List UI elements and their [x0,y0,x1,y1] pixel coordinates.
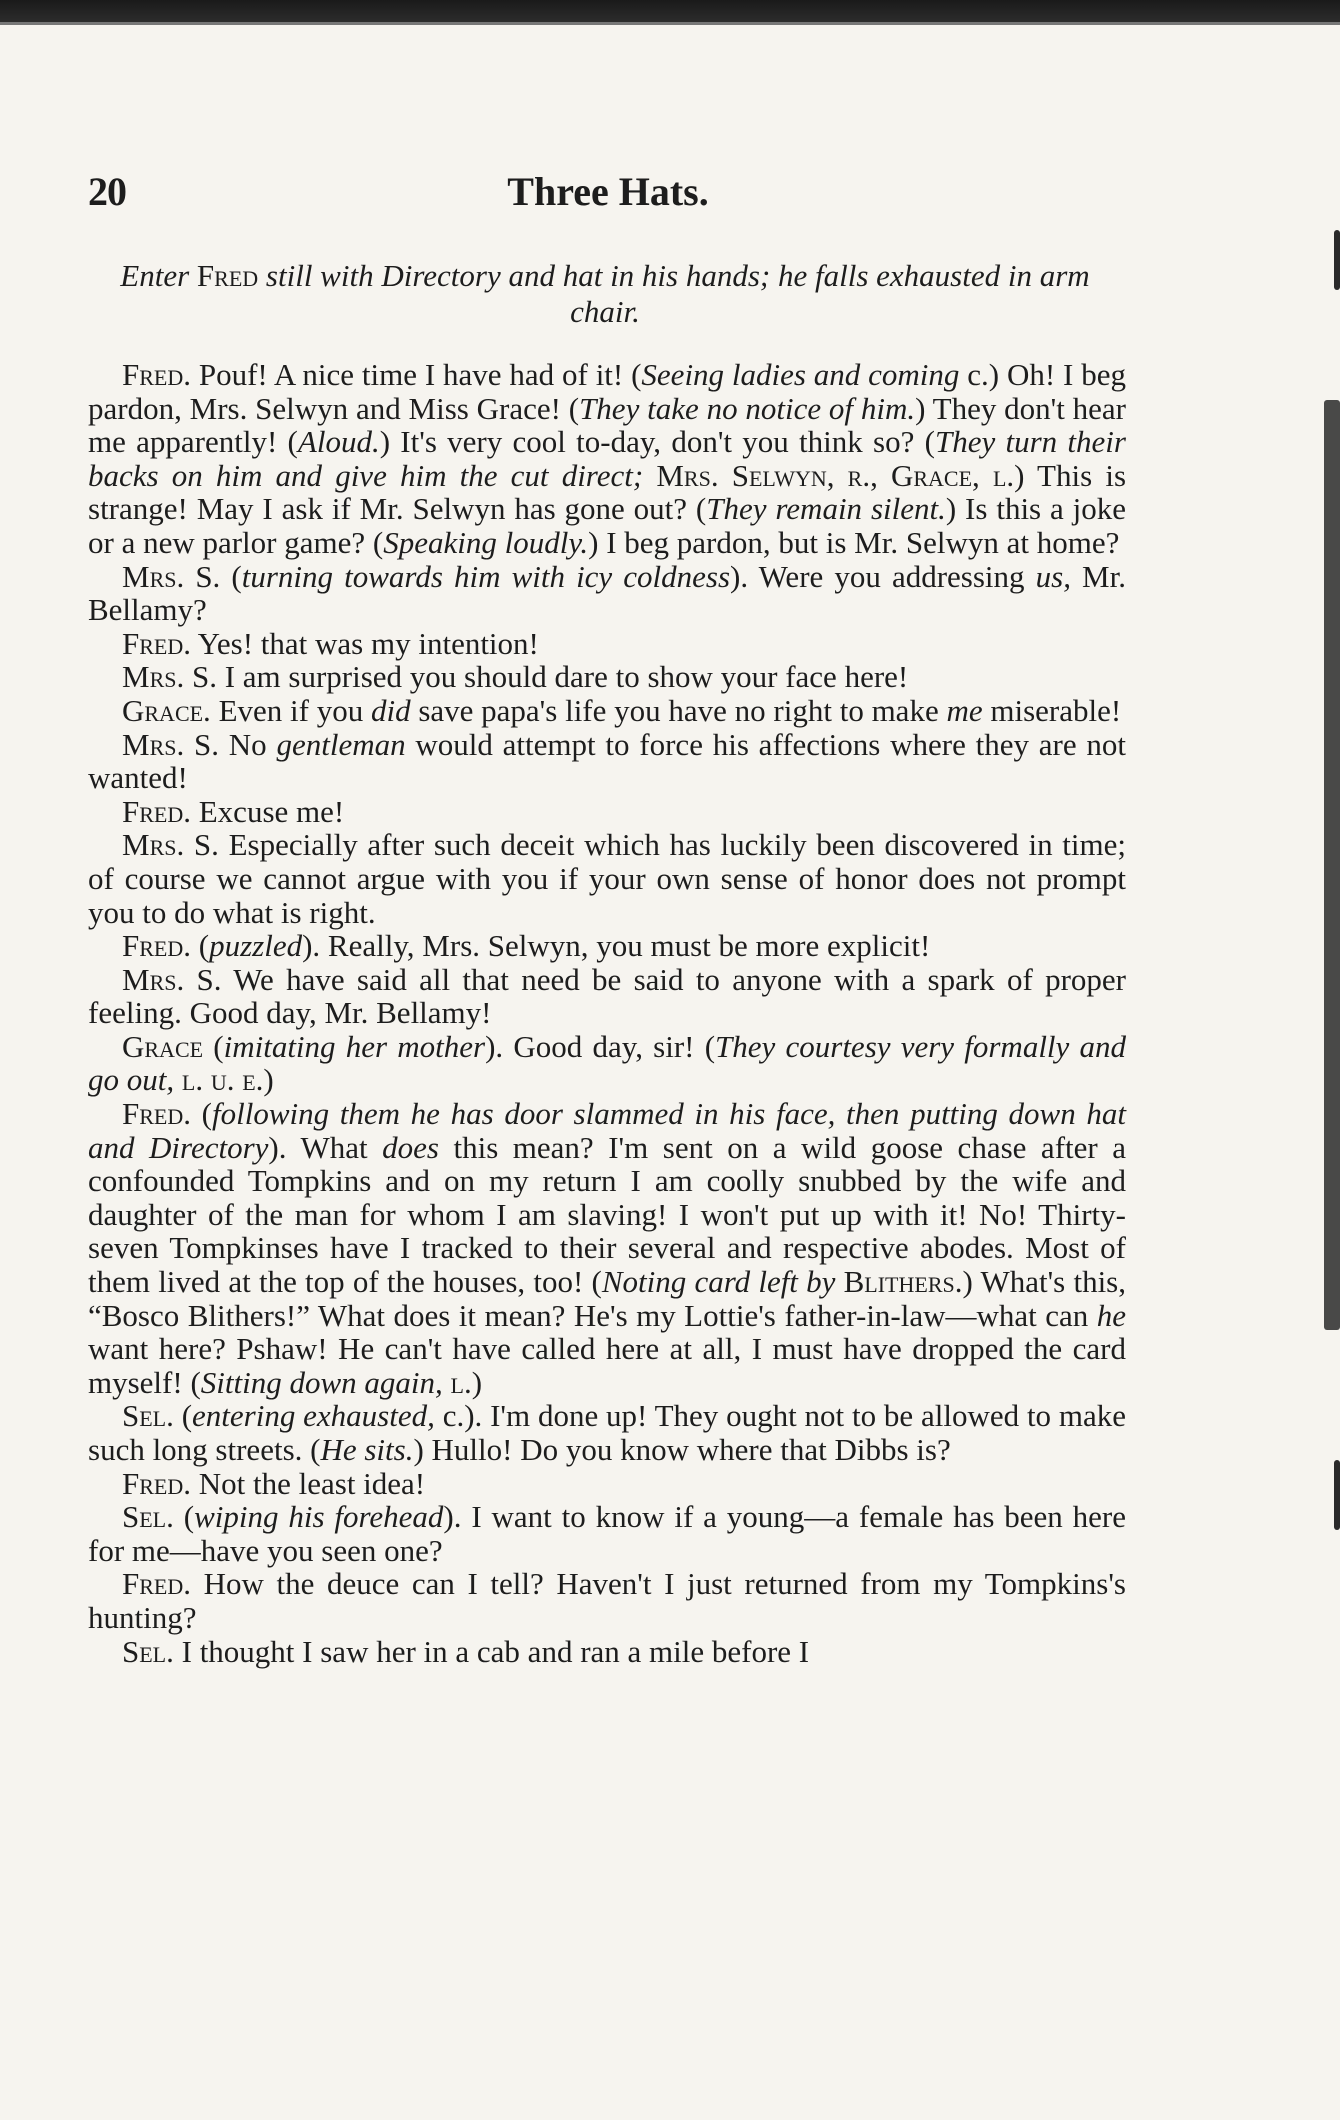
stage-direction-text: They courtesy very formally and go out, [88,1028,1127,1098]
dialogue-text: ( [203,1028,224,1064]
stage-direction-text: They remain silent. [706,491,946,527]
dialogue-paragraph [88,1399,1126,1466]
dialogue-text: this mean? I'm sent on a wild goose chase after a confounded Tompkins and on my return I am coolly snubbed by the wife and daughter of the man for whom I am slaving! I won't put up with it! No! Thirty-seven Tompkinses have I tracked to their several and respective abodes. Most of them lived at the top of the houses, too! ( [88,1129,1126,1300]
speaker-or-direction-caps: Mrs. S. [122,961,222,997]
speaker-or-direction-caps: Sel. [122,1499,174,1535]
dialogue-text: ( [191,1096,212,1132]
top-scan-border-line [0,22,1340,25]
dialogue-text: ) It's very cool to-day, don't you think so? ( [379,424,935,460]
dialogue-paragraph [88,694,1126,728]
speaker-or-direction-caps: Mrs. Selwyn, r., Grace, l. [643,457,1015,493]
dialogue-text: ) This is strange! May I ask if Mr. Selwyn has gone out? ( [88,457,1127,527]
speaker-or-direction-caps: Fred. [122,357,191,392]
stage-direction-text: They take no notice of him. [579,390,916,426]
dialogue-text: We have said all that need be said to anyone with a spark of proper feeling. Good day, Mr. Bellamy! [88,961,1126,1031]
dialogue-text: Mr. Bellamy? [88,558,1126,628]
speaker-or-direction-caps: Sel. [122,1633,174,1669]
speaker-or-direction-caps: Blithers. [835,1264,963,1300]
speaker-or-direction-caps: Fred. [122,1096,191,1132]
stage-direction-text: Aloud. [297,424,380,460]
speaker-or-direction-caps: Grace [122,1028,204,1064]
stage-direction-text: me [946,692,983,728]
stage-heading-character: Fred [196,258,259,293]
dialogue-text: c.). I'm done up! They ought not to be allowed to make such long streets. ( [88,1398,1127,1467]
top-scan-border [0,0,1340,22]
dialogue-text: How the deuce can I tell? Haven't I just returned from my Tompkins's hunting? [88,1566,1126,1635]
dialogue-text: would attempt to force his affections where they are not wanted! [88,726,1127,796]
stage-direction-text: imitating her mother [223,1028,486,1064]
stage-direction-text: Noting card left by [601,1264,836,1300]
dialogue-text: I am surprised you should dare to show your face here! [216,659,909,695]
dialogue-text: ) Is this a joke or a new parlor game? ( [88,491,1127,560]
dialogue-paragraph [88,358,1126,560]
dialogue-paragraph [88,963,1126,1030]
dialogue-text: save papa's life you have no right to make [410,692,947,728]
dialogue-text: Pouf! A nice time I have had of it! ( [191,357,642,392]
stage-direction-text: Speaking loudly. [383,524,589,560]
speaker-or-direction-caps: l. u. e. [174,1062,264,1098]
dialogue-paragraph [88,627,1126,661]
stage-direction-text: us, [1035,558,1071,594]
dialogue-paragraph [88,828,1126,929]
dialogue-text: ). Good day, sir! ( [485,1028,716,1064]
dialogue-text: ). Really, Mrs. Selwyn, you must be more explicit! [302,928,931,964]
speaker-or-direction-caps: Sel. [122,1398,174,1434]
dialogue-paragraph [88,1635,1126,1669]
page-number: 20 [88,169,126,214]
stage-direction-text: he [1096,1297,1126,1333]
speaker-or-direction-caps: Mrs. S. [122,827,219,863]
speaker-or-direction-caps: Mrs. S. [122,558,221,594]
stage-direction-text: following them he has door slammed in his face, then putting down hat and Directory [88,1096,1127,1165]
speaker-or-direction-caps: Mrs. S. [122,726,219,762]
dialogue-text: want here? Pshaw! He can't have called here at all, I must have dropped the card myself! ( [88,1331,1126,1400]
speaker-or-direction-caps: Fred. [122,1465,191,1501]
stage-direction-text: turning towards him with icy coldness [241,558,731,594]
dialogue-text: miserable! [982,692,1122,728]
dialogue-paragraph [88,1567,1126,1634]
stage-direction-text: entering exhausted, [192,1398,435,1434]
dialogue-text: ). I want to know if a young—a female has been here for me—have you seen one? [88,1499,1127,1568]
dialogue-text: Excuse me! [191,793,345,829]
stage-heading-enter: Enter [120,258,190,293]
dialogue-text: ) Hullo! Do you know where that Dibbs is? [413,1432,951,1467]
dialogue-text: Yes! that was my intention! [191,625,539,661]
binding-shadow-mark [1334,230,1340,290]
stage-direction-text: gentleman [276,726,406,762]
dialogue-text: ) They don't hear me apparently! ( [88,390,1127,460]
stage-heading-text: still with Directory and hat in his hands; he falls exhausted in arm chair. [265,258,1090,329]
binding-shadow-strip [1324,400,1340,1330]
dialogue-text: ) [471,1364,483,1400]
dialogue-paragraph [88,1030,1126,1097]
dialogue-paragraph [88,560,1126,627]
stage-direction-text: Seeing ladies and coming [641,357,960,392]
stage-direction-text: puzzled [209,928,303,964]
dialogue-paragraph [88,1500,1126,1567]
dialogue-paragraph [88,1467,1126,1501]
speaker-or-direction-caps: Fred. [122,625,191,661]
dialogue-paragraph [88,660,1126,694]
stage-direction-text: He sits. [320,1432,414,1467]
dialogue-text: ). What [268,1129,383,1165]
dialogue-text: Not the least idea! [191,1465,426,1501]
dialogue-paragraph [88,1097,1126,1399]
speaker-or-direction-caps: Fred. [122,1566,191,1602]
dialogue-paragraph [88,728,1126,795]
dialogue-text: Even if you [210,692,371,728]
stage-direction-text: did [370,692,411,728]
stage-direction-heading [85,258,1125,330]
dialogue-text: ) What's this, “Bosco Blithers!” What does it mean? He's my Lottie's father-in-law—what can [88,1264,1126,1333]
dialogue-text: ( [191,928,210,964]
stage-direction-text: Sitting down again, [200,1364,443,1400]
dialogue-text: c.) Oh! I beg pardon, Mrs. Selwyn and Miss Grace! ( [88,357,1126,426]
dialogue-body [88,358,1126,1668]
binding-shadow-mark [1334,1460,1340,1530]
dialogue-text: I thought I saw her in a cab and ran a mile before I [173,1633,810,1669]
dialogue-text: ( [173,1398,193,1434]
dialogue-paragraph [88,795,1126,829]
running-title: Three Hats. [507,169,709,214]
dialogue-paragraph [88,929,1126,963]
dialogue-text: Especially after such deceit which has luckily been discovered in time; of course we cannot argue with you if your own sense of honor does not prompt you to do what is right. [88,827,1126,930]
stage-direction-text: does [382,1129,439,1165]
speaker-or-direction-caps: Fred. [122,793,191,829]
speaker-or-direction-caps: Mrs. S. [122,659,217,695]
speaker-or-direction-caps: Grace. [122,692,211,728]
dialogue-text: ). Were you addressing [730,558,1036,594]
speaker-or-direction-caps: Fred. [122,928,191,964]
dialogue-text: ( [173,1499,195,1535]
dialogue-text: ( [220,558,242,594]
stage-direction-text: wiping his forehead [194,1499,444,1535]
speaker-or-direction-caps: l. [442,1364,472,1400]
page-header [88,168,1128,228]
dialogue-text: ) I beg pardon, but is Mr. Selwyn at home? [588,524,1120,560]
stage-direction-text: They turn their backs on him and give him the cut direct; [88,424,1126,493]
dialogue-text: ) [263,1062,274,1098]
dialogue-text: No [219,726,277,762]
